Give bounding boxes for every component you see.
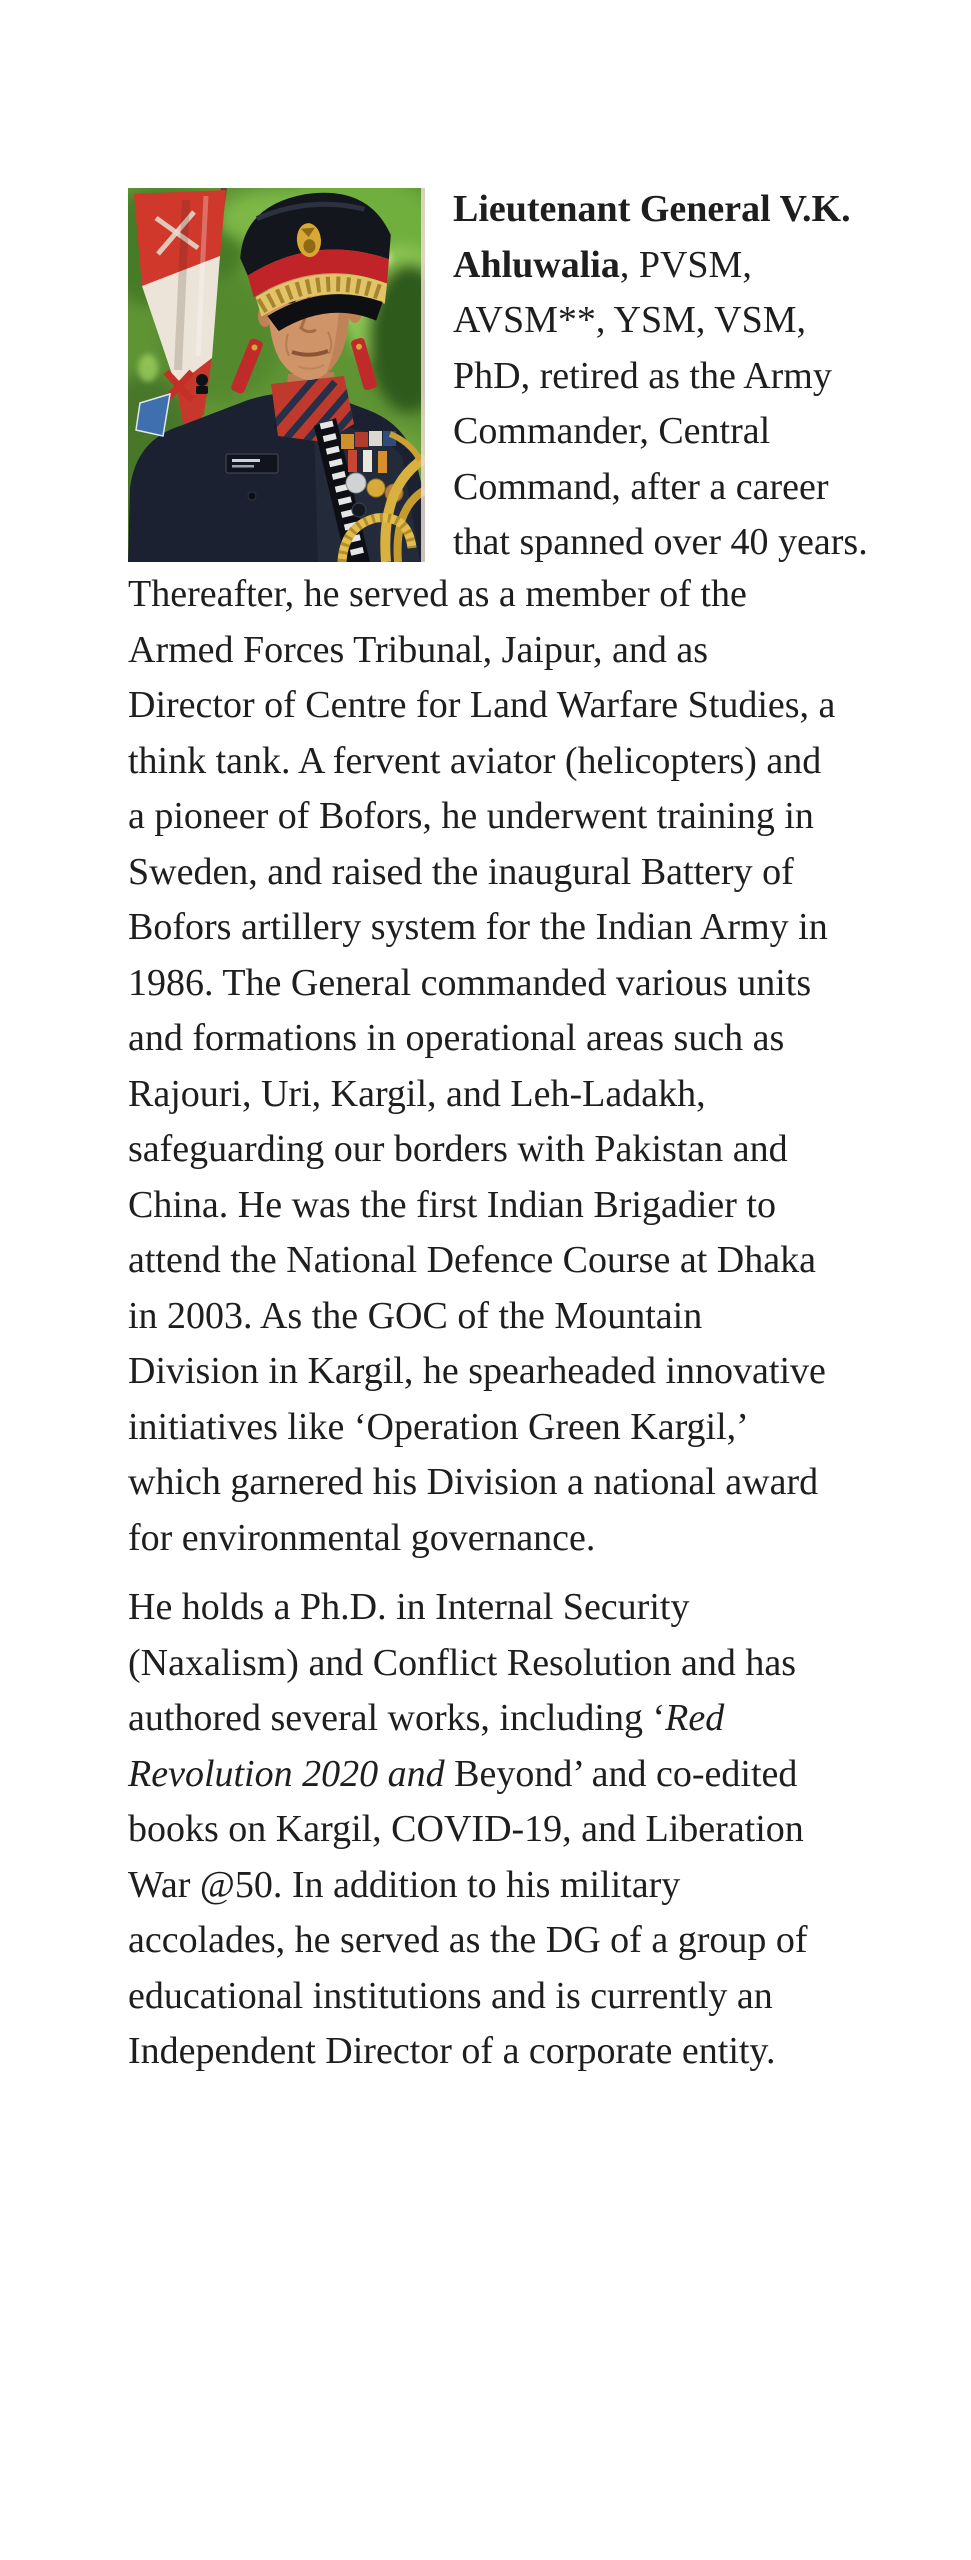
text-line: accolades, he served as the DG of a group of (128, 1919, 808, 1961)
scan-edge (421, 188, 425, 562)
text-line: for environmental governance. (128, 1516, 596, 1559)
text-line: Bofors artillery system for the Indian Army in (128, 906, 828, 948)
text-line: Thereafter, he served as a member of the (128, 573, 747, 615)
text-line: (Naxalism) and Conflict Resolution and has (128, 1641, 797, 1684)
text-line: in 2003. As the GOC of the Mountain (128, 1294, 703, 1337)
text-line: He holds a Ph.D. in Internal Security (128, 1586, 690, 1628)
text-line: China. He was the first Indian Brigadier to (128, 1183, 776, 1226)
text-line: Commander, Central (453, 410, 771, 452)
text-line: Independent Director of a corporate entity. (128, 2030, 776, 2072)
text-line: AVSM**, YSM, VSM, (453, 299, 807, 341)
jacket-button (248, 492, 256, 500)
bio-body (128, 567, 940, 2080)
text-line: attend the National Defence Course at Dhaka (128, 1239, 816, 1281)
text-line: initiatives like ‘Operation Green Kargil,’ (128, 1405, 749, 1448)
text-line: Ahluwalia, PVSM, (453, 243, 752, 286)
text-line: Rajouri, Uri, Kargil, and Leh-Ladakh, (128, 1072, 706, 1115)
text-line: safeguarding our borders with Pakistan and (128, 1128, 788, 1170)
bio-paragraph-1 (128, 567, 940, 1566)
text-line: educational institutions and is currently an (128, 1974, 773, 2017)
text-line: Command, after a career (453, 465, 829, 508)
text-line: 1986. The General commanded various units (128, 961, 812, 1004)
text-line: authored several works, including ‘Red (128, 1697, 725, 1739)
text-line: War @50. In addition to his military (128, 1863, 681, 1906)
text-line: Revolution 2020 and Beyond’ and co-edited (128, 1752, 798, 1795)
bio-paragraph-2 (128, 1580, 940, 2080)
text-line: and formations in operational areas such as (128, 1017, 785, 1059)
bio-intro-lines (453, 182, 968, 571)
text-line: PhD, retired as the Army (453, 354, 832, 397)
text-line: Armed Forces Tribunal, Jaipur, and as (128, 628, 709, 671)
text-line: that spanned over 40 years. (453, 521, 868, 563)
text-line: Division in Kargil, he spearheaded innovative (128, 1350, 826, 1392)
portrait-photo (128, 188, 425, 562)
text-line: books on Kargil, COVID-19, and Liberation (128, 1808, 804, 1850)
text-line: Director of Centre for Land Warfare Studies, a (128, 684, 836, 726)
name-tag (226, 454, 278, 473)
text-line: which garnered his Division a national award (128, 1461, 819, 1503)
text-line: Sweden, and raised the inaugural Battery of (128, 850, 794, 893)
text-line: think tank. A fervent aviator (helicopters) and (128, 739, 822, 782)
text-line: Lieutenant General V.K. (453, 188, 851, 230)
text-line: a pioneer of Bofors, he underwent training in (128, 795, 814, 837)
portrait-photo-illustration (128, 188, 425, 562)
